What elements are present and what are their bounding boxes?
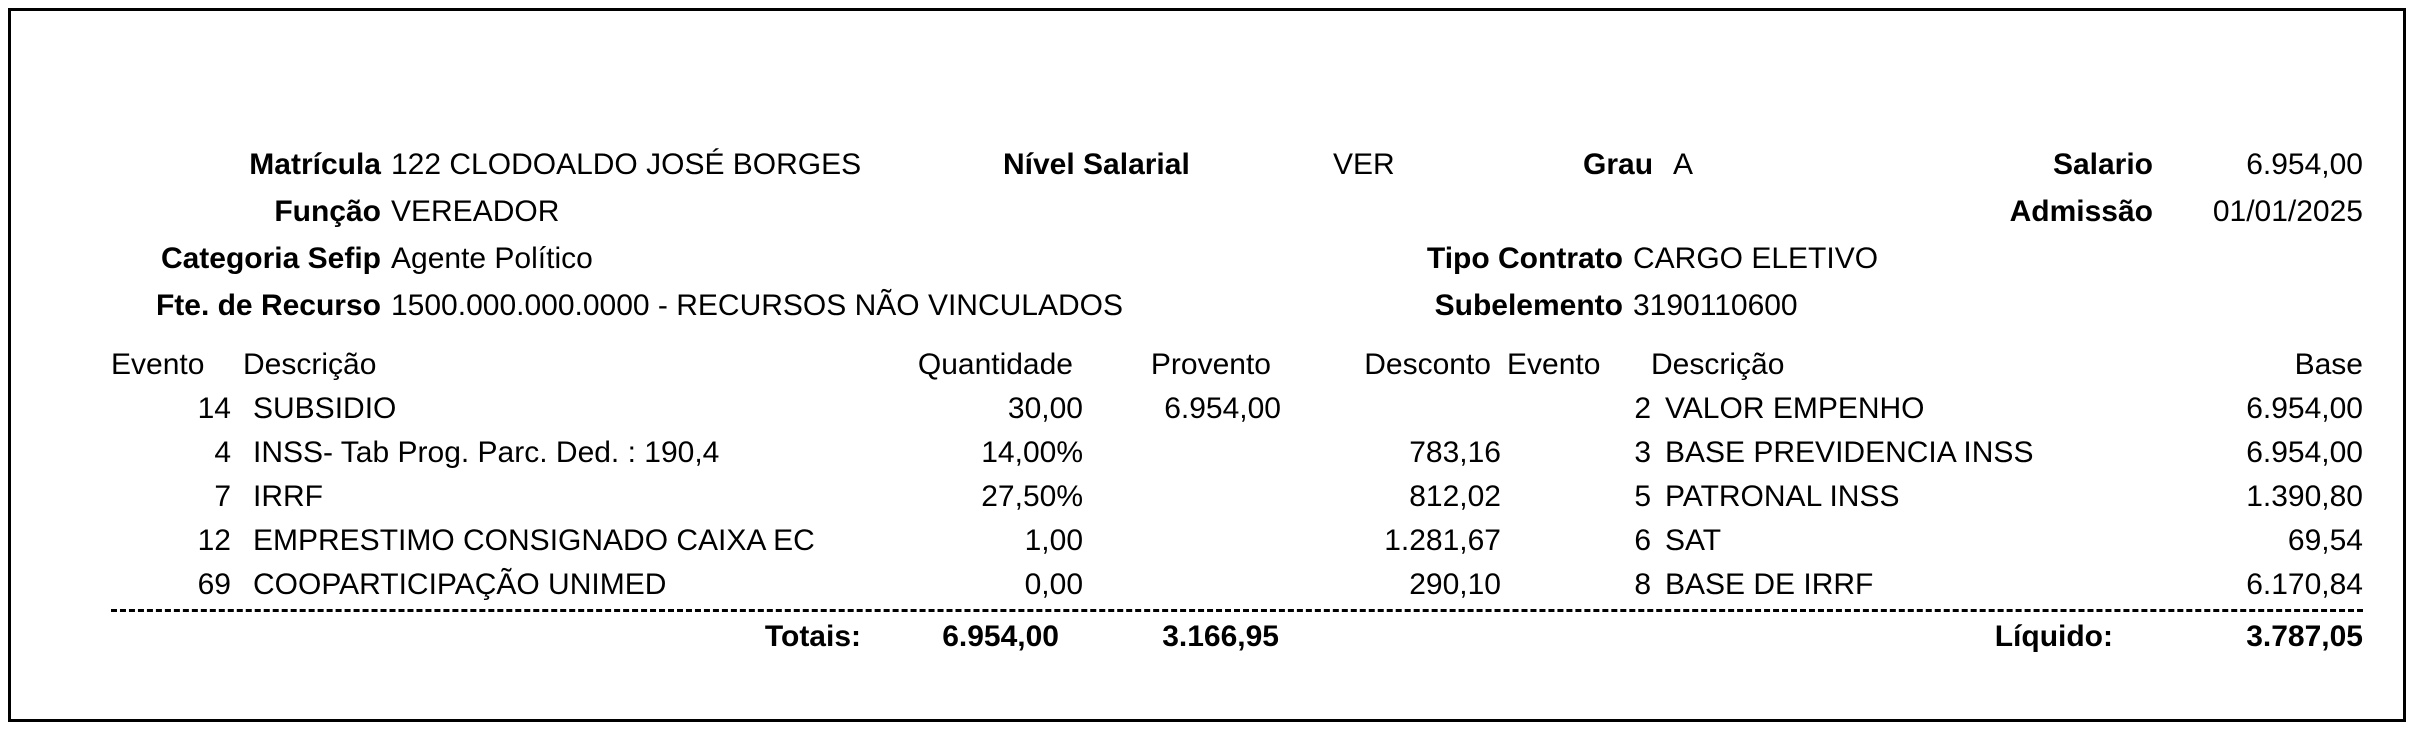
- admissao-label: Admissão: [2009, 195, 2153, 228]
- cell-descricao: INSS- Tab Prog. Parc. Ded. : 190,4: [253, 436, 720, 469]
- categoria-sefip-value: Agente Político: [391, 242, 593, 275]
- cell-descricao-direita: SAT: [1665, 524, 1722, 557]
- cell-provento: [1083, 431, 1281, 475]
- cell-evento: 12: [197, 524, 231, 557]
- cell-descricao: SUBSIDIO: [253, 392, 397, 425]
- events-table: [111, 343, 2363, 660]
- fonte-recurso-value: 1500.000.000.0000 - RECURSOS NÃO VINCULADOS: [391, 289, 1123, 322]
- cell-desconto: 783,16: [1409, 436, 1501, 469]
- cell-desconto: 812,02: [1409, 480, 1501, 513]
- cell-evento-direita: 6: [1634, 524, 1651, 557]
- cell-provento: 6.954,00: [1164, 392, 1281, 425]
- subelemento-value: 3190110600: [1633, 289, 1798, 322]
- salario-label: Salario: [2052, 148, 2153, 181]
- payslip-document: [8, 8, 2406, 722]
- salario-value: 6.954,00: [2246, 148, 2363, 181]
- matricula-value: 122 CLODOALDO JOSÉ BORGES: [391, 148, 862, 181]
- table-row: [111, 431, 2363, 475]
- cell-desconto: [1281, 387, 1501, 431]
- cell-base: 69,54: [2287, 524, 2363, 557]
- cell-evento: 4: [214, 436, 231, 469]
- col-header-descricao-direita: Descrição: [1651, 348, 1785, 381]
- cell-evento: 69: [197, 568, 231, 601]
- nivel-salarial-label: Nível Salarial: [1003, 148, 1190, 181]
- table-row: [111, 519, 2363, 563]
- cell-evento: 7: [214, 480, 231, 513]
- cell-desconto: 1.281,67: [1384, 524, 1501, 557]
- header-row-1-right: [1003, 141, 2363, 188]
- table-row: [111, 563, 2363, 607]
- cell-quantidade: 1,00: [1024, 524, 1083, 557]
- cell-descricao: IRRF: [253, 480, 323, 513]
- cell-evento-direita: 2: [1634, 392, 1651, 425]
- table-row: [111, 387, 2363, 431]
- grau-label: Grau: [1583, 148, 1654, 181]
- cell-provento: [1083, 475, 1281, 519]
- categoria-sefip-label: Categoria Sefip: [160, 242, 381, 275]
- grau-value: A: [1673, 148, 1694, 181]
- cell-descricao-direita: BASE DE IRRF: [1665, 568, 1874, 601]
- totais-desconto-value: 3.166,95: [1162, 620, 1279, 653]
- fonte-recurso-label: Fte. de Recurso: [155, 289, 381, 322]
- cell-base: 1.390,80: [2246, 480, 2363, 513]
- cell-descricao: COOPARTICIPAÇÃO UNIMED: [253, 568, 667, 601]
- cell-base: 6.954,00: [2246, 392, 2363, 425]
- tipo-contrato-value: CARGO ELETIVO: [1633, 242, 1879, 275]
- totals-spacer: [111, 614, 311, 660]
- cell-provento: [1083, 519, 1281, 563]
- header-row-2-right: [1293, 188, 2363, 235]
- col-header-evento-direita: Evento: [1507, 348, 1601, 381]
- nivel-salarial-value: VER: [1333, 148, 1395, 181]
- liquido-value: 3.787,05: [2246, 620, 2363, 653]
- header-row-matricula: [111, 141, 2363, 188]
- col-header-desconto: Desconto: [1364, 348, 1491, 381]
- cell-descricao-direita: PATRONAL INSS: [1665, 480, 1900, 513]
- cell-provento: [1083, 563, 1281, 607]
- subelemento-label: Subelemento: [1434, 289, 1623, 322]
- col-header-provento: Provento: [1150, 348, 1271, 381]
- cell-descricao-direita: BASE PREVIDENCIA INSS: [1665, 436, 2034, 469]
- matricula-label: Matrícula: [249, 148, 381, 181]
- cell-descricao: EMPRESTIMO CONSIGNADO CAIXA EC: [253, 524, 815, 557]
- tipo-contrato-label: Tipo Contrato: [1426, 242, 1623, 275]
- payslip-content: [111, 141, 2363, 660]
- cell-quantidade: 0,00: [1024, 568, 1083, 601]
- col-header-base: Base: [2294, 348, 2363, 381]
- header-row-3-right: [1313, 235, 2363, 282]
- cell-quantidade: 30,00: [1007, 392, 1083, 425]
- header-row-categoria: [111, 235, 2363, 282]
- cell-evento-direita: 8: [1634, 568, 1651, 601]
- table-header-row: [111, 343, 2363, 387]
- col-header-evento: Evento: [111, 348, 205, 381]
- cell-evento-direita: 5: [1634, 480, 1651, 513]
- funcao-value: VEREADOR: [391, 195, 560, 228]
- totals-row: [111, 612, 2363, 660]
- cell-quantidade: 27,50%: [981, 480, 1083, 513]
- header-row-4-right: [1313, 282, 2363, 329]
- header-row-funcao: [111, 188, 2363, 235]
- cell-evento-direita: 3: [1634, 436, 1651, 469]
- totais-label: Totais:: [764, 620, 861, 653]
- cell-desconto: 290,10: [1409, 568, 1501, 601]
- cell-base: 6.954,00: [2246, 436, 2363, 469]
- col-header-descricao: Descrição: [243, 348, 377, 381]
- header-row-fonte: [111, 282, 2363, 329]
- liquido-label: Líquido:: [1994, 620, 2113, 653]
- totais-provento-value: 6.954,00: [942, 620, 1059, 653]
- funcao-label: Função: [274, 195, 381, 228]
- admissao-value: 01/01/2025: [2212, 195, 2363, 228]
- cell-base: 6.170,84: [2246, 568, 2363, 601]
- col-header-quantidade: Quantidade: [917, 348, 1073, 381]
- cell-descricao-direita: VALOR EMPENHO: [1665, 392, 1925, 425]
- table-row: [111, 475, 2363, 519]
- cell-quantidade: 14,00%: [981, 436, 1083, 469]
- cell-evento: 14: [197, 392, 231, 425]
